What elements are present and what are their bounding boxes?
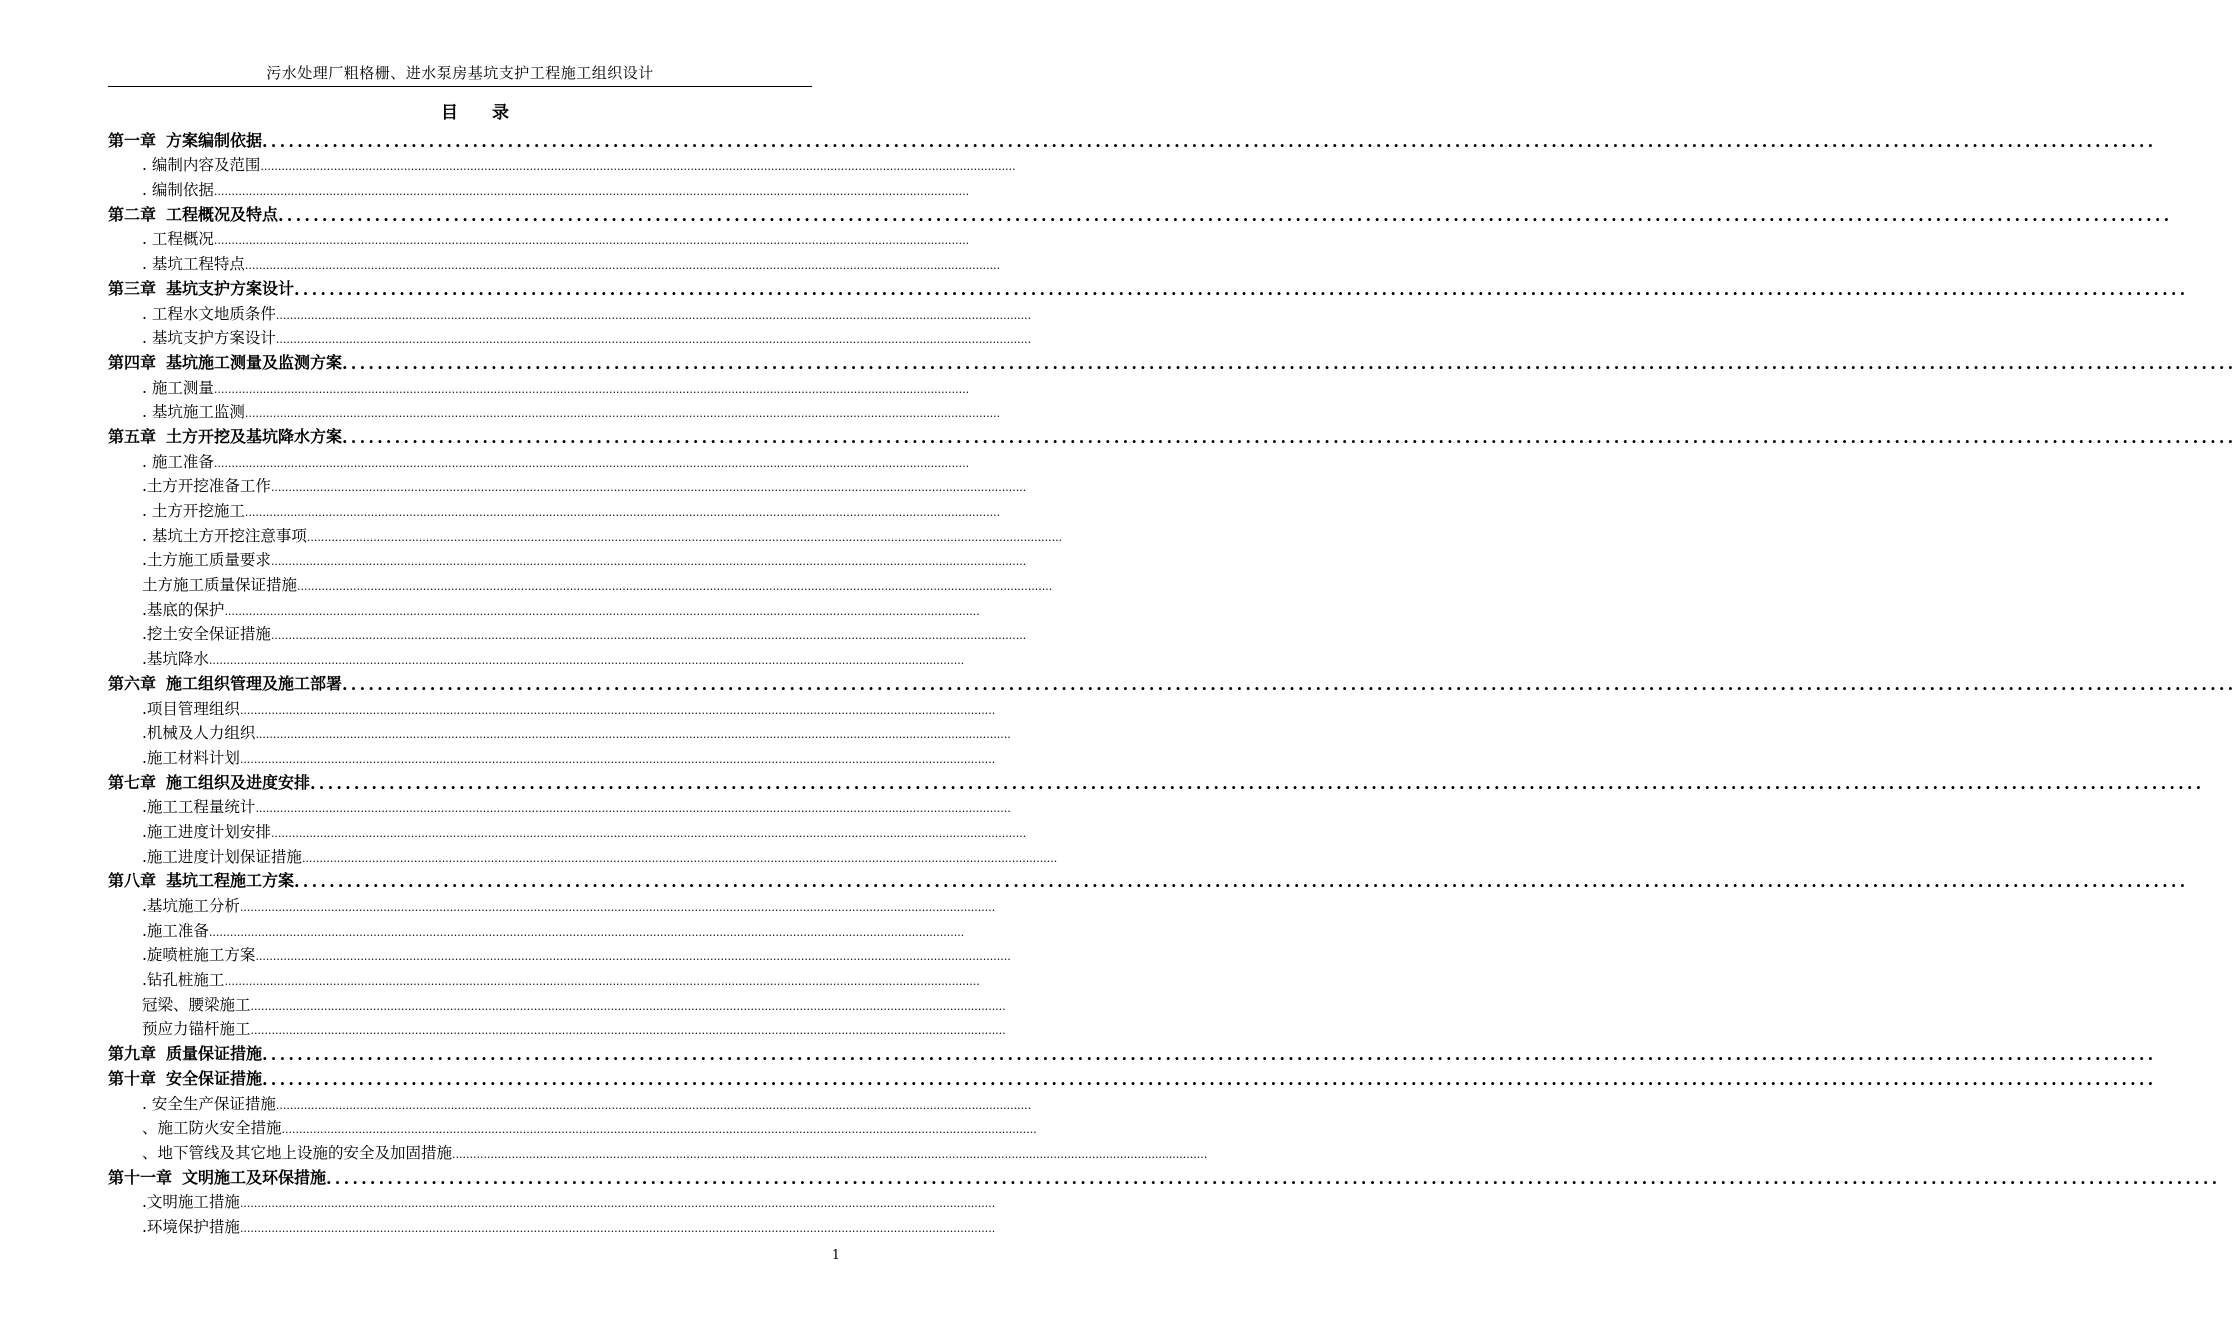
toc-chapter-entry[interactable] xyxy=(108,274,2189,299)
toc-chapter-heading xyxy=(108,202,278,225)
toc-chapter-title: 安全保证措施 xyxy=(166,1068,263,1088)
toc-section-entry[interactable] xyxy=(108,916,965,941)
toc-section-title: . 编制内容及范围 xyxy=(142,156,261,175)
toc-section-title: . 基坑工程特点 xyxy=(142,255,245,274)
toc-dot-leader: ........................................................................................................................................................................................................................ xyxy=(244,407,1001,421)
toc-dot-leader: ........................................................................................................................................................................................................................ xyxy=(270,481,1027,495)
toc-section-title: . 工程水文地质条件 xyxy=(142,304,276,323)
toc-dot-leader: ........................................................................................................................................................................................................................ xyxy=(255,950,1011,964)
toc-chapter-number: 第六章 xyxy=(108,673,157,693)
toc-chapter-entry[interactable] xyxy=(108,126,2157,151)
toc-section-title: .施工准备 xyxy=(142,921,209,940)
toc-section-title: .施工工程量统计 xyxy=(142,798,256,817)
toc-section-entry[interactable] xyxy=(108,842,1058,867)
page-number: 1 xyxy=(831,1248,840,1263)
toc-dot-leader: ........................................................................................................................................................................................................................ xyxy=(275,308,1032,322)
toc-section-entry[interactable] xyxy=(108,570,1053,595)
toc-chapter-title: 土方开挖及基坑降水方案 xyxy=(166,426,343,446)
toc-chapter-entry[interactable] xyxy=(108,768,2205,793)
toc-section-title: .施工材料计划 xyxy=(142,748,240,767)
toc-section-title: .环境保护措施 xyxy=(142,1217,240,1236)
toc-chapter-heading xyxy=(108,424,342,447)
toc-chapter-title: 基坑施工测量及监测方案 xyxy=(166,352,343,372)
header-divider xyxy=(108,86,812,87)
toc-chapter-number: 第十一章 xyxy=(108,1167,173,1187)
toc-section-entry[interactable] xyxy=(108,472,1027,497)
toc-title: 目 录 xyxy=(441,103,509,123)
toc-chapter-title: 施工组织管理及施工部署 xyxy=(166,673,343,693)
toc-chapter-heading xyxy=(108,350,342,373)
toc-dot-leader: ........................................................................................................................................................................................................................ xyxy=(250,1024,1006,1038)
toc-chapter-title: 施工组织及进度安排 xyxy=(166,772,311,792)
toc-dot-leader: ........................................................................................................................................................................................................................ xyxy=(275,1098,1032,1112)
toc-dot-leader: ........................................................................................................................................................................................................................ xyxy=(260,160,1016,174)
toc-dot-leader: ........................................................................................................................................................................................................................ xyxy=(208,925,965,939)
toc-section-entry[interactable] xyxy=(108,817,1027,842)
toc-section-title: . 土方开挖施工 xyxy=(142,502,245,520)
toc-chapter-title: 方案编制依据 xyxy=(166,130,263,150)
toc-section-entry[interactable] xyxy=(108,546,1027,571)
toc-section-title: .基坑施工分析 xyxy=(142,897,240,915)
toc-section-title: .土方施工质量要求 xyxy=(142,551,271,570)
toc-section-entry[interactable] xyxy=(108,1138,1208,1163)
toc-section-entry[interactable] xyxy=(108,1015,1006,1040)
toc-dot-leader: ........................................................................................................................................................................................................................ xyxy=(294,872,2189,892)
toc-dot-leader: ........................................................................................................................................................................................................................ xyxy=(224,604,980,618)
toc-section-entry[interactable] xyxy=(108,373,970,398)
toc-dot-leader: ........................................................................................................................................................................................................................ xyxy=(270,826,1027,840)
toc-section-entry[interactable] xyxy=(108,225,970,250)
toc-dot-leader: ........................................................................................................................................................................................................................ xyxy=(342,674,2236,694)
toc-section-entry[interactable] xyxy=(108,620,1027,645)
toc-chapter-heading xyxy=(108,770,310,793)
toc-dot-leader: ........................................................................................................................................................................................................................ xyxy=(306,530,1063,544)
toc-section-entry[interactable] xyxy=(108,447,970,472)
toc-chapter-heading xyxy=(108,128,262,151)
toc-section-entry[interactable] xyxy=(108,175,970,200)
toc-dot-leader: ........................................................................................................................................................................................................................ xyxy=(239,703,996,717)
toc-section-entry[interactable] xyxy=(108,151,1016,176)
toc-dot-leader: ........................................................................................................................................................................................................................ xyxy=(255,802,1011,816)
toc-dot-leader: ........................................................................................................................................................................................................................ xyxy=(239,752,996,766)
toc-dot-leader: ........................................................................................................................................................................................................................ xyxy=(213,185,970,199)
toc-chapter-entry[interactable] xyxy=(108,200,2173,225)
toc-section-entry[interactable] xyxy=(108,990,1006,1015)
toc-section-title: .施工进度计划保证措施 xyxy=(142,847,302,866)
toc-section-title: 土方施工质量保证措施 xyxy=(142,576,298,595)
toc-section-title: .文明施工措施 xyxy=(142,1193,240,1212)
toc-dot-leader: ........................................................................................................................................................................................................................ xyxy=(275,333,1032,347)
toc-dot-leader: ........................................................................................................................................................................................................................ xyxy=(326,1168,2221,1188)
toc-chapter-title: 质量保证措施 xyxy=(166,1044,263,1064)
toc-chapter-title: 基坑工程施工方案 xyxy=(166,871,295,891)
toc-section-title: . 施工测量 xyxy=(142,378,214,397)
toc-dot-leader: ........................................................................................................................................................................................................................ xyxy=(452,1147,1208,1161)
toc-dot-leader: ........................................................................................................................................................................................................................ xyxy=(244,506,1001,519)
toc-section-title: 、地下管线及其它地上设施的安全及加固措施 xyxy=(142,1143,453,1162)
toc-chapter-number: 第四章 xyxy=(108,352,157,372)
toc-section-title: .挖土安全保证措施 xyxy=(142,625,271,644)
toc-chapter-entry[interactable] xyxy=(108,867,2189,892)
toc-dot-leader: ........................................................................................................................................................................................................................ xyxy=(213,382,970,396)
toc-section-title: . 工程概况 xyxy=(142,230,214,249)
toc-dot-leader: ........................................................................................................................................................................................................................ xyxy=(342,427,2236,447)
toc-chapter-number: 第一章 xyxy=(108,130,157,150)
toc-dot-leader: ........................................................................................................................................................................................................................ xyxy=(270,629,1027,643)
toc-dot-leader: ........................................................................................................................................................................................................................ xyxy=(213,456,970,470)
toc-section-entry[interactable] xyxy=(108,1089,1032,1114)
toc-section-entry[interactable] xyxy=(108,743,996,768)
toc-chapter-heading xyxy=(108,671,342,694)
toc-section-entry[interactable] xyxy=(108,1114,1037,1139)
toc-dot-leader: ........................................................................................................................................................................................................................ xyxy=(262,1045,2157,1065)
toc-section-title: 冠梁、腰梁施工 xyxy=(142,995,251,1014)
toc-section-title: .机械及人力组织 xyxy=(142,724,256,743)
table-of-contents xyxy=(108,126,2236,1237)
page-header: 污水处理厂粗格栅、进水泵房基坑支护工程施工组织设计 xyxy=(266,64,654,82)
toc-chapter-number: 第二章 xyxy=(108,204,157,224)
toc-section-entry[interactable] xyxy=(108,644,965,669)
toc-section-title: .钻孔桩施工 xyxy=(142,971,225,990)
toc-section-entry[interactable] xyxy=(108,398,1001,423)
toc-dot-leader: ........................................................................................................................................................................................................................ xyxy=(255,728,1011,742)
toc-section-entry[interactable] xyxy=(108,496,1001,521)
toc-dot-leader: ........................................................................................................................................................................................................................ xyxy=(208,654,965,668)
toc-section-entry[interactable] xyxy=(108,719,1011,744)
toc-chapter-heading xyxy=(108,1066,262,1089)
toc-dot-leader: ........................................................................................................................................................................................................................ xyxy=(262,131,2157,151)
toc-dot-leader: ........................................................................................................................................................................................................................ xyxy=(297,580,1053,594)
toc-section-title: .施工进度计划安排 xyxy=(142,822,271,841)
toc-section-title: 、施工防火安全措施 xyxy=(142,1119,282,1138)
toc-chapter-number: 第五章 xyxy=(108,426,157,446)
toc-section-title: . 安全生产保证措施 xyxy=(142,1094,276,1113)
toc-chapter-title: 基坑支护方案设计 xyxy=(166,278,295,298)
toc-section-title: .基底的保护 xyxy=(142,600,225,619)
toc-dot-leader: ........................................................................................................................................................................................................................ xyxy=(213,234,970,248)
toc-chapter-entry[interactable] xyxy=(108,422,2236,447)
toc-section-entry[interactable] xyxy=(108,941,1011,966)
toc-chapter-entry[interactable] xyxy=(108,348,2236,373)
toc-section-entry[interactable] xyxy=(108,595,980,620)
toc-section-entry[interactable] xyxy=(108,965,980,990)
toc-dot-leader: ........................................................................................................................................................................................................................ xyxy=(244,259,1001,273)
toc-dot-leader: ........................................................................................................................................................................................................................ xyxy=(239,901,996,914)
toc-dot-leader: ........................................................................................................................................................................................................................ xyxy=(239,1221,996,1235)
toc-chapter-heading xyxy=(108,1165,326,1188)
toc-chapter-number: 第十章 xyxy=(108,1068,157,1088)
toc-section-entry[interactable] xyxy=(108,793,1011,818)
toc-section-title: . 施工准备 xyxy=(142,452,214,471)
toc-section-title: .基坑降水 xyxy=(142,650,209,669)
toc-chapter-number: 第七章 xyxy=(108,772,157,792)
toc-chapter-title: 工程概况及特点 xyxy=(166,204,279,224)
toc-dot-leader: ........................................................................................................................................................................................................................ xyxy=(224,975,980,989)
toc-dot-leader: ........................................................................................................................................................................................................................ xyxy=(301,851,1058,865)
toc-dot-leader: ........................................................................................................................................................................................................................ xyxy=(310,773,2205,793)
toc-chapter-entry[interactable] xyxy=(108,1039,2157,1065)
toc-section-entry[interactable] xyxy=(108,324,1032,349)
toc-chapter-heading xyxy=(108,1041,262,1064)
toc-section-entry[interactable] xyxy=(108,891,996,916)
toc-dot-leader: ........................................................................................................................................................................................................................ xyxy=(262,1069,2157,1089)
toc-section-entry[interactable] xyxy=(108,249,1001,274)
toc-section-entry[interactable] xyxy=(108,694,996,719)
toc-dot-leader: ........................................................................................................................................................................................................................ xyxy=(250,999,1006,1013)
toc-dot-leader: ........................................................................................................................................................................................................................ xyxy=(294,279,2189,299)
toc-chapter-entry[interactable] xyxy=(108,1064,2157,1089)
toc-section-title: .旋喷桩施工方案 xyxy=(142,946,256,965)
toc-chapter-heading xyxy=(108,868,294,891)
toc-section-entry[interactable] xyxy=(108,1212,996,1237)
toc-section-title: .土方开挖准备工作 xyxy=(142,477,271,496)
toc-dot-leader: ........................................................................................................................................................................................................................ xyxy=(342,353,2236,373)
toc-section-title: .项目管理组织 xyxy=(142,699,240,718)
toc-chapter-number: 第三章 xyxy=(108,278,157,298)
toc-dot-leader: ........................................................................................................................................................................................................................ xyxy=(270,555,1027,569)
toc-section-title: . 基坑土方开挖注意事项 xyxy=(142,526,307,545)
toc-dot-leader: ........................................................................................................................................................................................................................ xyxy=(281,1123,1037,1137)
toc-chapter-entry[interactable] xyxy=(108,669,2236,694)
toc-chapter-heading xyxy=(108,276,294,299)
toc-section-title: . 基坑施工监测 xyxy=(142,403,245,422)
toc-dot-leader: ........................................................................................................................................................................................................................ xyxy=(278,205,2173,225)
toc-chapter-number: 第九章 xyxy=(108,1044,157,1064)
toc-chapter-title: 文明施工及环保措施 xyxy=(182,1167,327,1187)
toc-chapter-number: 第八章 xyxy=(108,871,157,891)
toc-section-title: . 编制依据 xyxy=(142,181,214,200)
toc-section-title: 预应力锚杆施工 xyxy=(142,1020,251,1039)
toc-section-entry[interactable] xyxy=(108,299,1032,324)
toc-dot-leader: ........................................................................................................................................................................................................................ xyxy=(239,1197,996,1211)
toc-section-entry[interactable] xyxy=(108,1188,996,1213)
toc-section-entry[interactable] xyxy=(108,521,1063,546)
toc-chapter-entry[interactable] xyxy=(108,1163,2221,1188)
toc-section-title: . 基坑支护方案设计 xyxy=(142,329,276,348)
